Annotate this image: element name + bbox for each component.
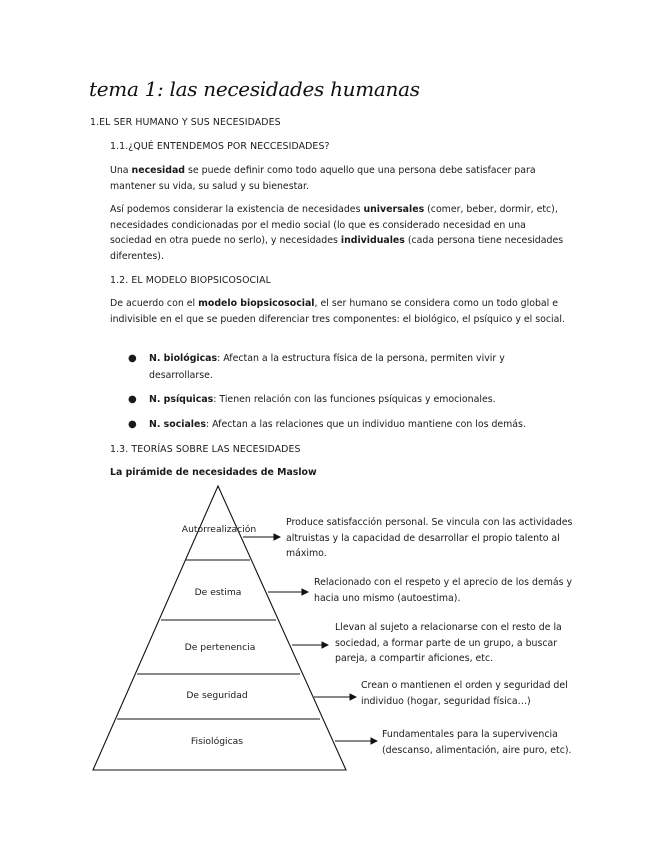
bullet-text: : Afectan a las relaciones que un individuo mantiene con los demás. xyxy=(205,419,526,430)
pyramid-level-description: Crean o mantienen el orden y seguridad del individuo (hogar, seguridad física…) xyxy=(361,680,568,707)
pyramid-level-label: Fisiológicas xyxy=(190,736,244,747)
subsection-heading-1-2: 1.2. EL MODELO BIOPSICOSOCIAL xyxy=(110,275,271,286)
pyramid-level-description: Llevan al sujeto a relacionarse con el resto de la sociedad, a formar parte de un grupo, a buscar pareja, a compartir aficiones, etc. xyxy=(335,622,562,664)
pyramid-level-label: Autorrealización xyxy=(181,524,257,535)
pyramid-level-description: Produce satisfacción personal. Se vincula con las actividades altruistas y la capacidad de desarrollar el propio talento al máximo. xyxy=(286,517,573,559)
pyramid-level-label: De seguridad xyxy=(186,690,248,701)
bullet-term: N. biológicas xyxy=(149,353,218,364)
bullet-text: : Afectan a la estructura física de la persona, permiten vivir y desarrollarse. xyxy=(149,353,505,381)
text-run: Así podemos considerar la existencia de necesidades xyxy=(110,204,364,215)
bold-term: necesidad xyxy=(131,165,186,176)
text-run: se puede definir como todo aquello que una persona debe satisfacer para mantener su vida, su salud y su bienestar. xyxy=(110,165,536,192)
bullet-text: : Tienen relación con las funciones psíquicas y emocionales. xyxy=(213,394,496,405)
page-title: tema 1: las necesidades humanas xyxy=(89,77,420,101)
bullet-icon: ● xyxy=(128,353,137,364)
pyramid-level-description: Fundamentales para la supervivencia (descanso, alimentación, aire puro, etc). xyxy=(382,729,572,756)
text-run: Una xyxy=(110,165,132,176)
bullet-term: N. psíquicas xyxy=(149,394,214,405)
pyramid-level-label: De pertenencia xyxy=(184,642,256,653)
subsection-heading-1-3: 1.3. TEORÍAS SOBRE LAS NECESIDADES xyxy=(110,444,301,455)
bullet-icon: ● xyxy=(128,394,137,405)
text-run: (cada persona tiene necesidades diferentes). xyxy=(110,235,564,262)
pyramid-title: La pirámide de necesidades de Maslow xyxy=(110,467,317,478)
pyramid-level-description: Relacionado con el respeto y el aprecio de los demás y hacia uno mismo (autoestima). xyxy=(314,577,573,604)
bullet-icon: ● xyxy=(128,419,137,430)
section-heading-1: 1.EL SER HUMANO Y SUS NECESIDADES xyxy=(90,117,281,128)
text-run: , el ser humano se considera como un todo global e indivisible en el que se pueden diferenciar tres componentes: el biológico, el psíquico y el social. xyxy=(110,298,565,325)
bold-term: modelo biopsicosocial xyxy=(198,298,315,309)
pyramid-level-label: De estima xyxy=(194,587,242,598)
text-run: De acuerdo con el xyxy=(110,298,199,309)
bold-term: individuales xyxy=(340,235,405,246)
bullet-term: N. sociales xyxy=(149,419,206,430)
bold-term: universales xyxy=(363,204,425,215)
subsection-heading-1-1: 1.1.¿QUÉ ENTENDEMOS POR NECCESIDADES? xyxy=(110,141,330,152)
text-run: (comer, beber, dormir, etc), necesidades condicionadas por el medio social (lo que es considerado necesidad en una sociedad en otra puede no serlo), y necesidades xyxy=(110,204,558,246)
